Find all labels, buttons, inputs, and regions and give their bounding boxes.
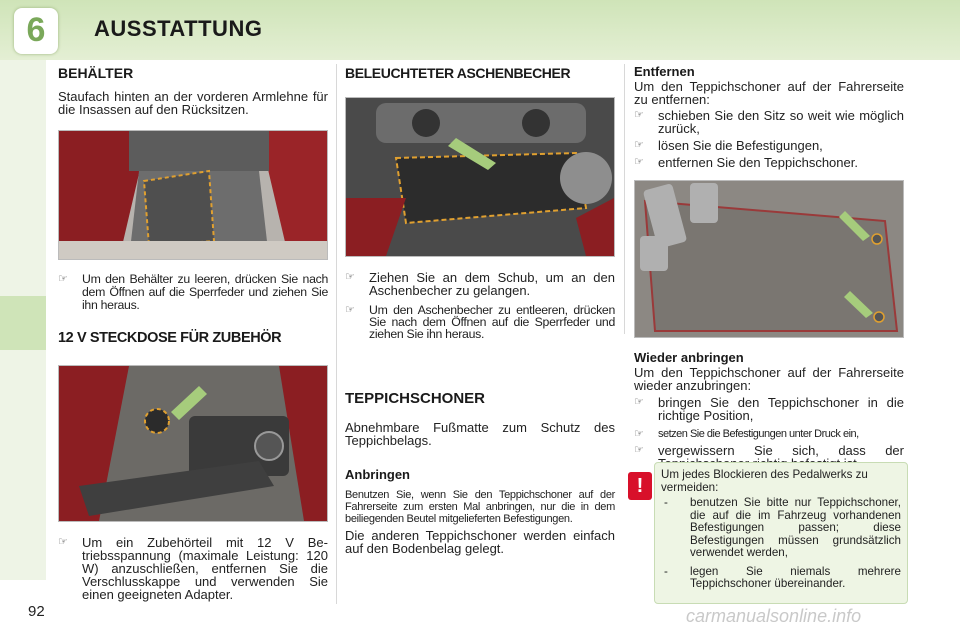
- section-heading-steckdose: 12 V STECKDOSE FÜR ZUBEHÖR: [58, 330, 282, 346]
- entfernen-bullet-2: lösen Sie die Befestigungen,: [658, 138, 823, 153]
- warning-item-2: legen Sie niemals mehrere Teppichschoner übereinander.: [690, 564, 901, 590]
- list-item: [661, 497, 901, 560]
- list-item: [634, 396, 904, 422]
- wieder-bullet-2: setzen Sie die Befestigungen unter Druck ein,: [658, 428, 859, 440]
- list-item: [345, 271, 615, 297]
- chapter-number: 6: [26, 11, 46, 49]
- section-heading-behaelter: BEHÄLTER: [58, 65, 134, 81]
- hand-pointer-icon: ☞: [58, 273, 68, 285]
- column-divider: [624, 64, 625, 334]
- hand-pointer-icon: ☞: [345, 271, 355, 283]
- list-item: [58, 273, 328, 312]
- entfernen-bullet-1: schieben Sie den Sitz so weit wie möglich zurück,: [658, 108, 904, 136]
- list-item: [634, 109, 904, 135]
- aschenbecher-bullet-2: Um den Aschenbecher zu entleeren, drücken Sie nach dem Öffnen auf die Sperrfeder und ziehen Sie ihn heraus.: [369, 303, 615, 341]
- watermark: carmanualsonline.info: [686, 606, 862, 626]
- chapter-tab: [14, 8, 58, 54]
- column-middle: [345, 62, 615, 555]
- subheading-wieder-anbringen: Wieder anbringen: [634, 350, 744, 365]
- teppich-text: Abnehmbare Fußmatte zum Schutz des Teppichbelags.: [345, 420, 615, 448]
- section-heading-teppich: TEPPICHSCHONER: [345, 390, 486, 407]
- page-number: 92: [28, 603, 45, 620]
- ashtray-photo: [345, 97, 615, 257]
- hand-pointer-icon: ☞: [634, 444, 644, 456]
- list-item: [345, 304, 615, 340]
- socket-photo: [58, 365, 328, 522]
- entfernen-intro: Um den Teppichschoner auf der Fahrerseite zu entfernen:: [634, 79, 904, 107]
- dash-marker: -: [664, 564, 668, 578]
- list-item: [634, 156, 904, 169]
- wieder-bullet-3: vergewissern Sie sich, dass der: [658, 443, 904, 458]
- subheading-anbringen: Anbringen: [345, 467, 410, 482]
- warning-intro: Um jedes Blockieren des Pedalwerks zu vermeiden:: [661, 468, 868, 494]
- list-item: [634, 428, 904, 440]
- hand-pointer-icon: ☞: [634, 428, 644, 440]
- steckdose-bullet: Um ein Zubehörteil mit 12 V Betriebsspannung (maximale Leistung: 120 W) anzuschließen, entfernen Sie die Verschlusskappe und verwenden Sie einen geeigneten Adapter.: [82, 535, 328, 602]
- column-left: [58, 62, 328, 601]
- behaelter-text: Staufach hinten an der vorderen Armlehne für die Insassen auf den Rücksitzen.: [58, 89, 328, 117]
- behaelter-bullet: Um den Behälter zu leeren, drücken Sie nach dem Öffnen auf die Sperrfeder und ziehen Sie ihn heraus.: [82, 272, 328, 312]
- column-divider: [336, 64, 337, 604]
- warning-icon: !: [628, 472, 652, 500]
- hand-pointer-icon: ☞: [634, 139, 644, 151]
- dash-marker: -: [664, 496, 668, 509]
- hand-pointer-icon: ☞: [58, 536, 68, 548]
- warning-item-1: benutzen Sie bitte nur Teppichschoner, die auf die im Fahrzeug vorhandenen Befestigungen passen; diese Befestigungen müssen grundsätzlich verwendet werden,: [690, 496, 901, 559]
- storage-bin-photo: [58, 130, 328, 260]
- list-item: [661, 566, 901, 591]
- hand-pointer-icon: ☞: [634, 156, 644, 168]
- subheading-entfernen: Entfernen: [634, 64, 695, 79]
- page-title: AUSSTATTUNG: [94, 16, 263, 41]
- list-item: [58, 536, 328, 601]
- section-heading-aschenbecher: BELEUCHTETER ASCHENBECHER: [345, 65, 571, 81]
- hand-pointer-icon: ☞: [345, 304, 355, 316]
- floor-mat-photo: [634, 180, 904, 338]
- hand-pointer-icon: ☞: [634, 109, 644, 121]
- hand-pointer-icon: ☞: [634, 396, 644, 408]
- entfernen-bullet-3: entfernen Sie den Teppichschoner.: [658, 155, 858, 170]
- anbringen-text: Die anderen Teppichschoner werden einfach auf den Bodenbelag gelegt.: [345, 528, 615, 556]
- wieder-intro: Um den Teppichschoner auf der Fahrerseite wieder anzubringen:: [634, 365, 904, 393]
- list-item: [634, 139, 904, 152]
- sidebar-active-marker: [0, 296, 46, 350]
- anbringen-small-text: Benutzen Sie, wenn Sie den Teppichschoner auf der Fahrerseite zum ersten Mal anbringen, nur die in dem beiliegenden Beutel mitgelieferten Befestigungen.: [345, 489, 615, 525]
- column-right: [634, 62, 904, 470]
- wieder-bullet-1: bringen Sie den Teppichschoner in die richtige Position,: [658, 395, 904, 423]
- warning-box: [654, 462, 908, 604]
- aschenbecher-bullet-1: Ziehen Sie an dem Schub, um an den Aschenbecher zu gelangen.: [369, 270, 615, 298]
